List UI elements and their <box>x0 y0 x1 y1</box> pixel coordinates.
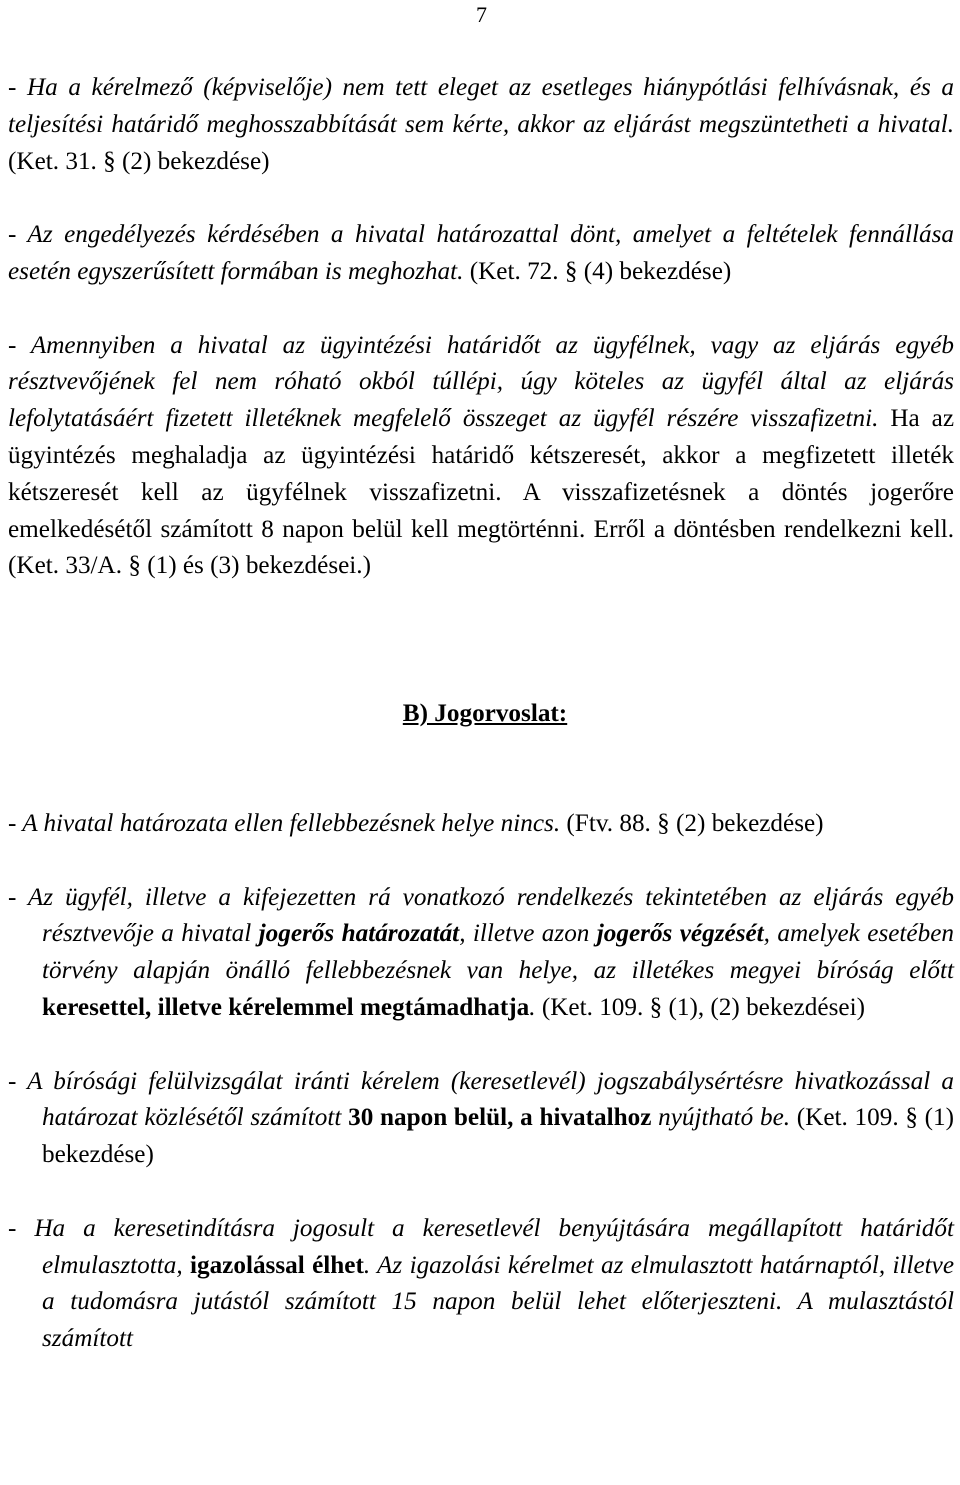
paragraph-text: - Ha a kérelmező (képviselője) nem tett eleget az esetleges hiánypótlási felhívásnak, és a teljesítési határidő meghosszabbítását sem kérte, akkor az eljárást megszüntetheti a hivatal. <box>8 74 954 138</box>
paragraph-text: - Az ügyfél, illetve a kifejezetten rá vonatkozó rendelkezés tekintetében az eljárás egyéb résztvevője a hivatal <box>8 883 954 948</box>
paragraph-court-review <box>8 880 954 1027</box>
paragraph-no-appeal <box>8 806 954 843</box>
paragraph-fee-refund <box>8 328 954 586</box>
paragraph-text: Az igazolási kérelmet az elmulasztott határnaptól, illetve a tudomásra jutástól számított 15 napon belül lehet előterjeszteni. A mulasztástól számított <box>42 1251 955 1353</box>
emphasis: 30 napon belül, a hivatalhoz <box>348 1104 652 1132</box>
section-heading-remedy: B) Jogorvoslat: <box>402 699 568 727</box>
document-body <box>8 70 954 1358</box>
paragraph-text: , amelyek esetében törvény alapján önálló fellebbezésnek van helye, az illetékes megyei bíróság előtt <box>42 920 954 985</box>
paragraph-text: - A hivatal határozata ellen fellebbezésnek helye nincs. <box>8 809 561 837</box>
paragraph-text: - Az engedélyezés kérdésében a hivatal határozattal dönt, amelyet a feltételek fennállása esetén egyszerűsített formában is meghozhat. <box>8 221 954 285</box>
emphasis: jogerős végzését <box>596 920 764 948</box>
paragraph-text: nyújtható be. <box>651 1104 791 1132</box>
emphasis: keresettel, illetve kérelemmel megtámadhatja <box>42 993 530 1021</box>
paragraph-text: - Amennyiben a hivatal az ügyintézési határidőt az ügyfélnek, vagy az eljárás egyéb résztvevőjének fel nem róható okból túllépi, úgy köteles az ügyfél által az eljárás lefolytatásáért fizetett illetéknek megfelelő összeget az ügyfél részére visszafizetni. <box>8 331 954 433</box>
paragraph-text-plain: Ha az ügyintézés meghaladja az ügyintézési határidő kétszeresét, akkor a megfizetett illeték kétszeresét kell az ügyfélnek visszafizetni. A visszafizetésnek a döntés jogerőre emelkedésétől számított 8 napon belül kell megtörténni. Erről a döntésben rendelkezni kell. (Ket. 33/A. § (1) és (3) bekezdései.) <box>8 405 954 580</box>
emphasis: jogerős határozatát <box>258 920 460 948</box>
paragraph-text: - A bírósági felülvizsgálat iránti kérelem (keresetlevél) jogszabálysértésre hivatkozással a határozat közlésétől számított <box>8 1067 954 1132</box>
paragraph-claim-deadline <box>8 1064 954 1174</box>
paragraph-text: , illetve azon <box>459 920 597 948</box>
legal-reference: (Ftv. 88. § (2) bekezdése) <box>560 809 824 837</box>
page-number: 7 <box>476 2 487 27</box>
paragraph-permit-decision <box>8 217 954 291</box>
paragraph-missing-docs <box>8 70 954 180</box>
emphasis: igazolással élhet <box>190 1251 364 1279</box>
legal-reference: (Ket. 109. § (1), (2) bekezdései) <box>535 993 865 1021</box>
legal-reference: (Ket. 31. § (2) bekezdése) <box>8 147 270 175</box>
paragraph-justification <box>8 1211 954 1358</box>
legal-reference: (Ket. 109. § (1) bekezdése) <box>42 1104 955 1169</box>
paragraph-text: . <box>363 1251 371 1279</box>
paragraph-text: . <box>529 993 536 1021</box>
legal-reference: (Ket. 72. § (4) bekezdése) <box>463 257 732 285</box>
paragraph-text: - Ha a keresetindításra jogosult a keresetlevél benyújtására megállapított határidőt elmulasztotta, <box>8 1214 954 1279</box>
